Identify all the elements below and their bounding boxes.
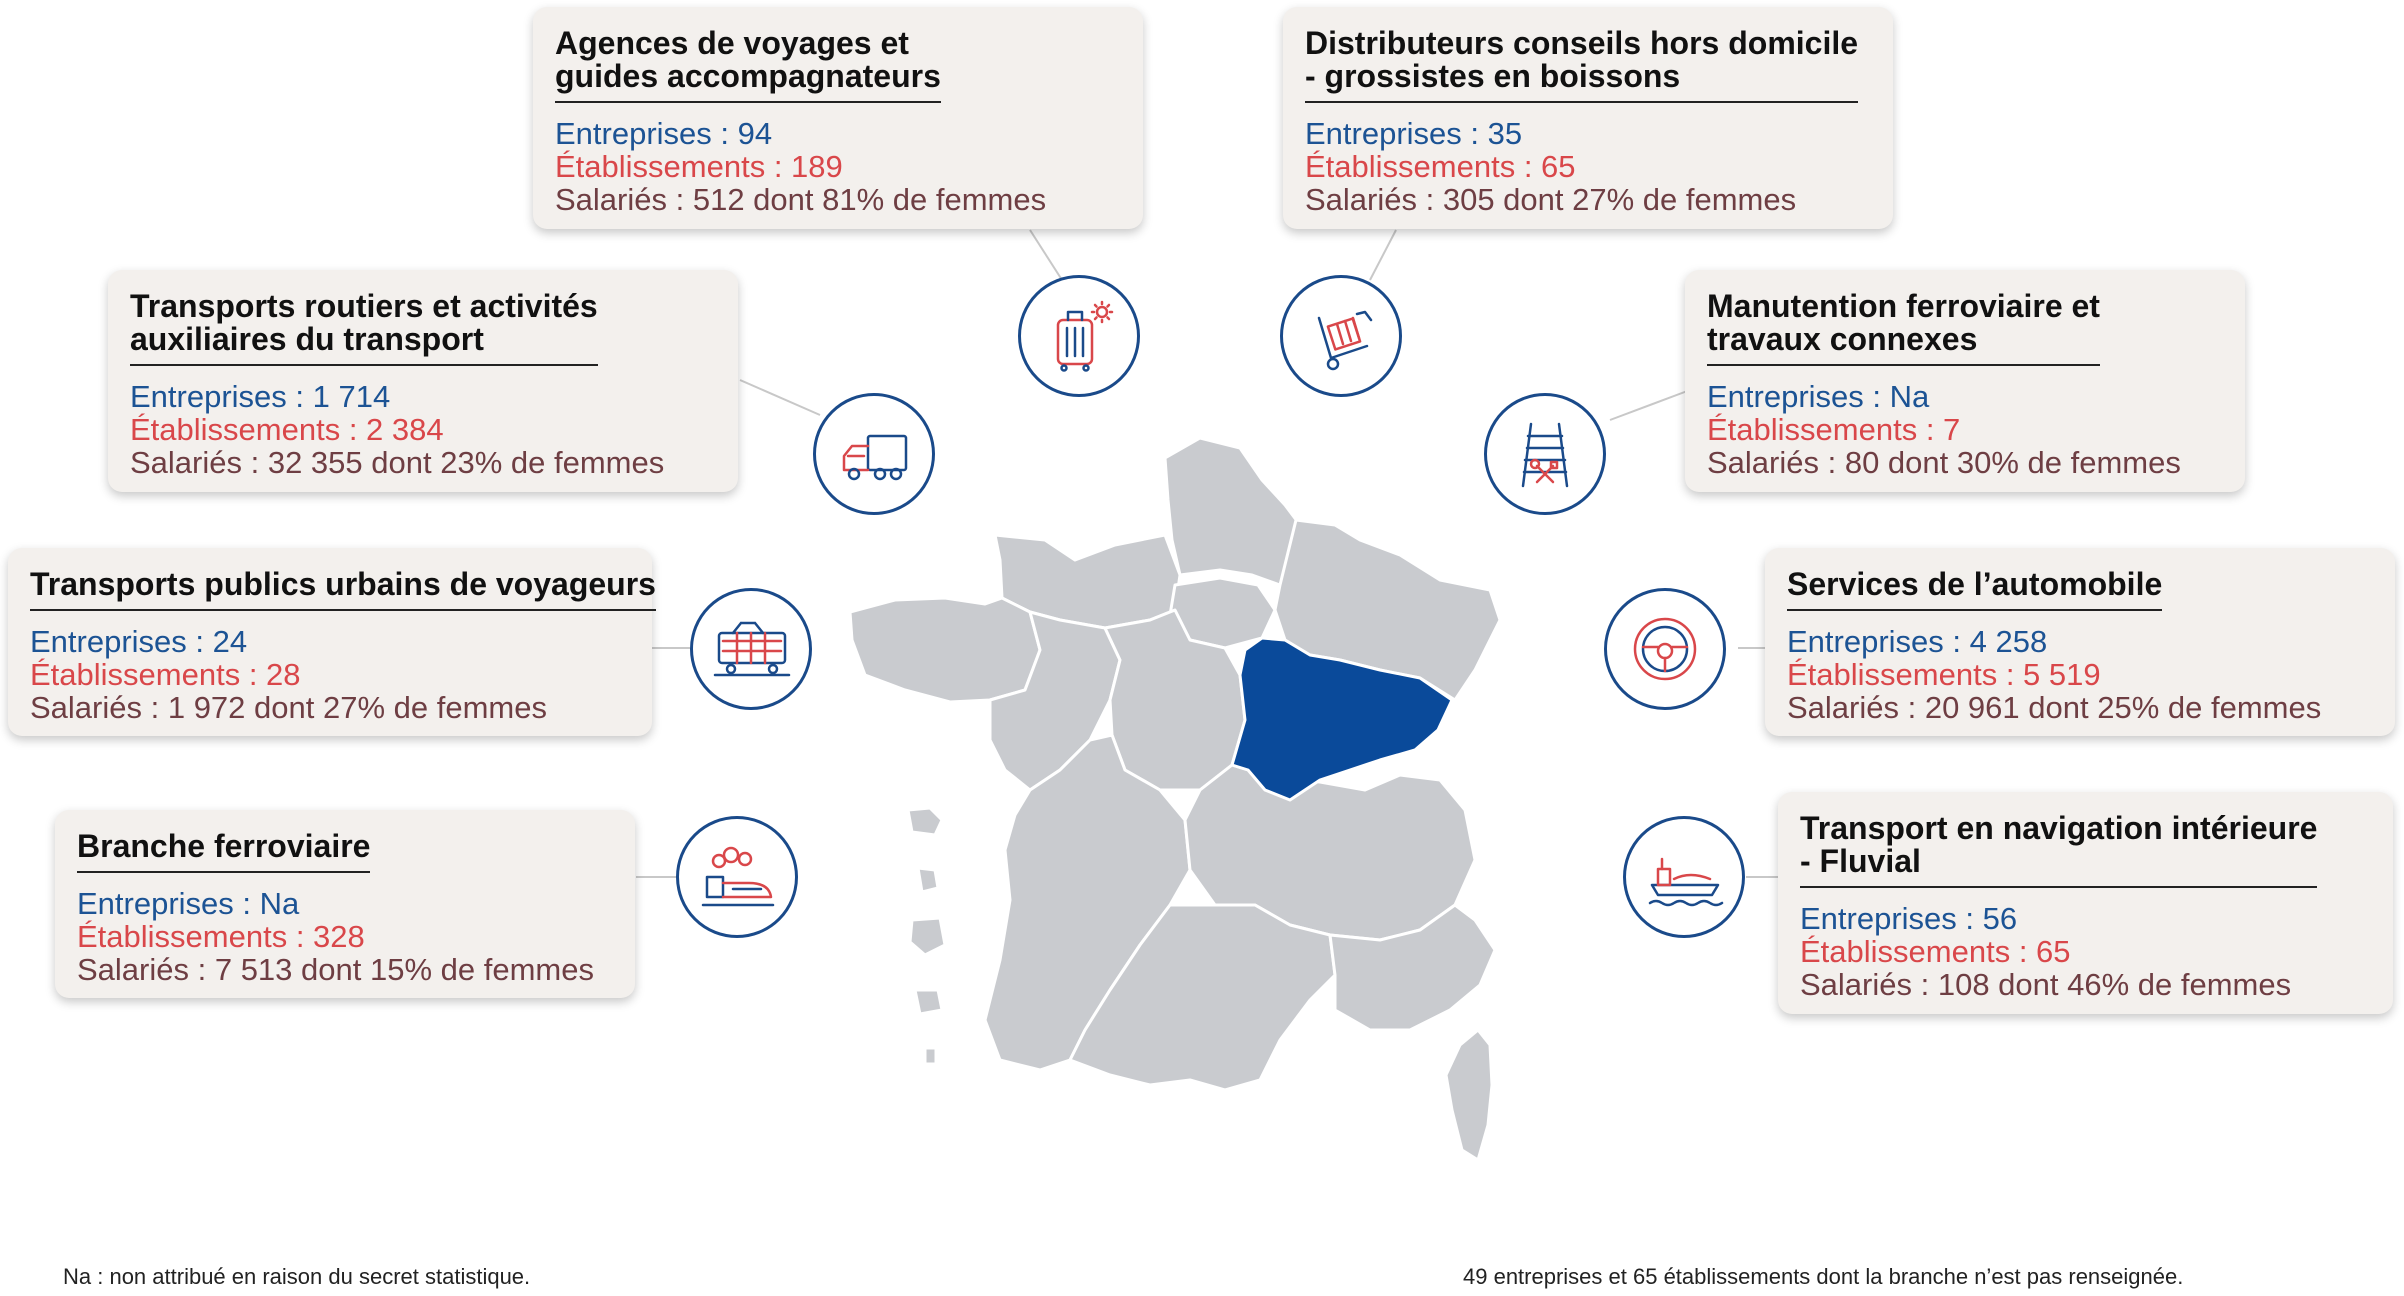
entreprises-count: Entreprises : 35	[1305, 116, 1523, 151]
card-title: Branche ferroviaire	[77, 830, 370, 873]
overseas-guadeloupe	[908, 808, 942, 835]
etablissements-count: Établissements : 2 384	[130, 412, 444, 447]
tram-icon	[690, 588, 812, 710]
steering-wheel-icon	[1604, 588, 1726, 710]
card-title: Transports publics urbains de voyageurs	[30, 568, 656, 611]
salaries-count: Salariés : 7 513 dont 15% de femmes	[77, 952, 594, 987]
barge-icon	[1623, 816, 1745, 938]
card-transports-publics-urbains	[8, 548, 656, 736]
card-title: Services de l’automobile	[1787, 568, 2162, 611]
region-bretagne	[850, 598, 1040, 702]
entreprises-count: Entreprises : Na	[77, 886, 300, 921]
card-title: Manutention ferroviaire et travaux connexes	[1707, 290, 2100, 366]
footnote-na: Na : non attribué en raison du secret statistique.	[63, 1264, 531, 1289]
card-services-automobile	[1765, 548, 2395, 736]
card-distributeurs-boissons	[1283, 7, 1893, 229]
region-hauts-de-france	[1165, 438, 1300, 585]
card-title: Transport en navigation intérieure - Fluvial	[1800, 812, 2317, 888]
card-branche-ferroviaire	[55, 810, 635, 998]
truck-icon	[813, 393, 935, 515]
overseas-reunion	[915, 990, 942, 1014]
entreprises-count: Entreprises : 94	[555, 116, 773, 151]
etablissements-count: Établissements : 5 519	[1787, 657, 2101, 692]
etablissements-count: Établissements : 65	[1800, 934, 2071, 969]
salaries-count: Salariés : 20 961 dont 25% de femmes	[1787, 690, 2322, 725]
entreprises-count: Entreprises : 1 714	[130, 379, 391, 414]
overseas-guyane	[910, 918, 945, 955]
salaries-count: Salariés : 512 dont 81% de femmes	[555, 182, 1047, 217]
region-corse	[1446, 1030, 1492, 1160]
card-title: Agences de voyages et guides accompagnateurs	[555, 27, 941, 103]
train-icon	[676, 816, 798, 938]
card-agences-voyages	[533, 7, 1143, 229]
salaries-count: Salariés : 1 972 dont 27% de femmes	[30, 690, 547, 725]
entreprises-count: Entreprises : 24	[30, 624, 248, 659]
etablissements-count: Établissements : 28	[30, 657, 301, 692]
salaries-count: Salariés : 108 dont 46% de femmes	[1800, 967, 2292, 1002]
etablissements-count: Établissements : 65	[1305, 149, 1576, 184]
entreprises-count: Entreprises : Na	[1707, 379, 1930, 414]
overseas-mayotte	[925, 1048, 936, 1064]
hand-truck-icon	[1280, 275, 1402, 397]
salaries-count: Salariés : 32 355 dont 23% de femmes	[130, 445, 665, 480]
entreprises-count: Entreprises : 56	[1800, 901, 2018, 936]
entreprises-count: Entreprises : 4 258	[1787, 624, 2048, 659]
suitcase-icon	[1018, 275, 1140, 397]
railway-tools-icon	[1484, 393, 1606, 515]
card-transports-routiers	[108, 270, 738, 492]
salaries-count: Salariés : 80 dont 30% de femmes	[1707, 445, 2181, 480]
card-manutention-ferroviaire	[1685, 270, 2245, 492]
map-regions	[850, 438, 1500, 1160]
etablissements-count: Établissements : 328	[77, 919, 365, 954]
etablissements-count: Établissements : 189	[555, 149, 843, 184]
etablissements-count: Établissements : 7	[1707, 412, 1961, 447]
salaries-count: Salariés : 305 dont 27% de femmes	[1305, 182, 1797, 217]
card-title: Distributeurs conseils hors domicile - grossistes en boissons	[1305, 27, 1858, 103]
card-navigation-interieure	[1778, 792, 2393, 1014]
card-title: Transports routiers et activités auxiliaires du transport	[130, 290, 598, 366]
footnote-unspecified-branch: 49 entreprises et 65 établissements dont la branche n’est pas renseignée.	[1463, 1264, 2184, 1289]
overseas-martinique	[918, 868, 938, 892]
